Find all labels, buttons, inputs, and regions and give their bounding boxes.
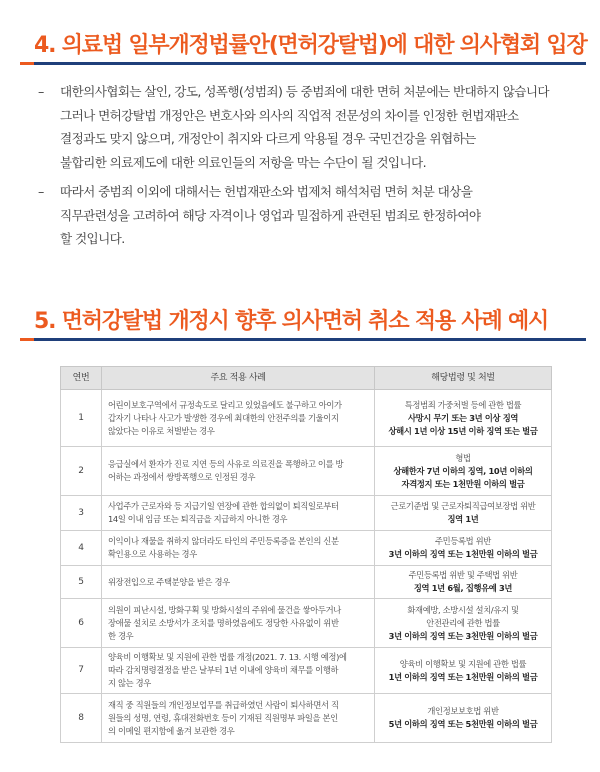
section-4-bullets (38, 80, 578, 257)
section-4-title: 4. 의료법 일부개정법률안(면허강탈법)에 대한 의사협회 입장 (34, 33, 587, 58)
penalty-text: 징역 1년 6월, 집행유예 3년 (413, 583, 513, 593)
bullet-text-line: 그러나 면허강탈법 개정안은 변호사와 의사의 직업적 전문성의 차이를 인정한 헌법재판소 (60, 107, 519, 123)
law-penalty (375, 599, 552, 648)
table-row (61, 531, 552, 566)
law-penalty (375, 648, 552, 694)
section-5-title: 5. 면허강탈법 개정시 향후 의사면허 취소 적용 사례 예시 (34, 309, 549, 334)
section-4-divider (20, 62, 586, 65)
case-description-line: 14일 이내 임금 또는 퇴직금을 지급하지 아니한 경우 (108, 514, 288, 524)
case-description (102, 447, 375, 496)
law-name: 근로기준법 및 근로자퇴직급여보장법 위반 (390, 501, 536, 511)
row-number: 2 (61, 447, 102, 496)
case-description-line: 확인용으로 사용하는 경우 (108, 549, 197, 559)
case-description-line: 지 않는 경우 (108, 678, 151, 688)
table-row (61, 694, 552, 743)
row-number: 3 (61, 496, 102, 531)
case-description-line: 사업주가 근로자와 등 지급기일 연장에 관한 합의없이 퇴직일로부터 (108, 501, 339, 511)
case-description-line: 의 이메일 편지함에 옮겨 보관한 경우 (108, 725, 235, 736)
case-description-line: 않았다는 이유로 처벌받는 경우 (108, 425, 215, 436)
law-penalty (375, 694, 552, 743)
header-number: 연번 (61, 367, 102, 390)
case-description (102, 390, 375, 447)
table-row (61, 599, 552, 648)
case-description-line: 어린이보호구역에서 규정속도로 달리고 있었음에도 불구하고 아이가 (108, 399, 342, 410)
bullet-text-line: 따라서 중범죄 이외에 대해서는 헌법재판소와 법제처 해석처럼 면허 처분 대상을 (60, 184, 473, 199)
case-description-line: 재직 중 직원들의 개인정보업무를 취급하였던 사람이 퇴사하면서 직 (108, 699, 339, 710)
case-description-line: 어하는 과정에서 쌍방폭행으로 인정된 경우 (108, 472, 256, 482)
table-row (61, 648, 552, 694)
penalty-text: 상해시 1년 이상 15년 이하 징역 또는 벌금 (388, 425, 538, 436)
law-penalty (375, 447, 552, 496)
table-row (61, 566, 552, 599)
section-5-divider (20, 338, 586, 341)
law-name: 형법 (455, 452, 471, 463)
case-description-line: 원들의 성명, 연령, 휴대전화번호 등이 기재된 직원명부 파일을 본인 (108, 712, 338, 723)
table-row (61, 447, 552, 496)
case-description (102, 694, 375, 743)
penalty-text: 자격정지 또는 1천만원 이하의 벌금 (401, 478, 525, 489)
cases-table (60, 366, 552, 743)
case-description (102, 648, 375, 694)
law-name: 양육비 이행확보 및 지원에 관한 법률 (399, 658, 527, 669)
penalty-text: 징역 1년 (447, 514, 479, 524)
law-name: 주민등록법 위반 (435, 536, 491, 546)
penalty-text: 3년 이하의 징역 또는 3천만원 이하의 벌금 (388, 630, 538, 641)
law-name: 안전관리에 관한 법률 (426, 617, 500, 628)
bullet-item (38, 80, 578, 174)
table-row (61, 496, 552, 531)
table-header-row (61, 367, 552, 390)
law-penalty (375, 496, 552, 531)
law-name: 특정범죄 가중처벌 등에 관한 법률 (404, 399, 522, 410)
row-number: 6 (61, 599, 102, 648)
bullet-text-line: 직무관련성을 고려하여 해당 자격이나 영업과 밀접하게 관련된 범죄로 한정하여야 (60, 207, 481, 223)
case-description (102, 496, 375, 531)
penalty-text: 1년 이하의 징역 또는 1천만원 이하의 벌금 (388, 671, 538, 682)
law-name: 주민등록법 위반 및 주택법 위반 (408, 570, 518, 580)
row-number: 1 (61, 390, 102, 447)
case-description-line: 응급실에서 환자가 진료 지연 등의 사유로 의료진을 폭행하고 이를 방 (108, 459, 344, 469)
bullet-text-line: 결정과도 맞지 않으며, 개정안이 취지와 다르게 악용될 경우 국민건강을 위협하는 (60, 131, 476, 146)
table-row (61, 390, 552, 447)
penalty-text: 사망시 무기 또는 3년 이상 징역 (407, 412, 519, 423)
bullet-dash: – (38, 184, 44, 199)
header-law: 해당법령 및 처벌 (375, 367, 552, 390)
case-description (102, 566, 375, 599)
row-number: 8 (61, 694, 102, 743)
law-penalty (375, 390, 552, 447)
row-number: 7 (61, 648, 102, 694)
bullet-text-line: 대한의사협회는 살인, 강도, 성폭행(성범죄) 등 중범죄에 대한 면허 처분에는 반대하지 않습니다 (60, 84, 549, 99)
table-body (61, 390, 552, 743)
penalty-text: 5년 이하의 징역 또는 5천만원 이하의 벌금 (388, 719, 538, 729)
case-description (102, 599, 375, 648)
case-description (102, 531, 375, 566)
law-penalty (375, 566, 552, 599)
bullet-item (38, 180, 578, 251)
case-description-line: 양육비 이행확보 및 지원에 관한 법률 개정(2021. 7. 13. 시행 예정)에 (108, 652, 347, 662)
case-description-line: 위장전입으로 주택분양을 받은 경우 (108, 576, 230, 587)
penalty-text: 3년 이하의 징역 또는 1천만원 이하의 벌금 (388, 549, 538, 559)
bullet-text-line: 불합리한 의료제도에 대한 의료인들의 저항을 막는 수단이 될 것입니다. (60, 154, 427, 170)
bullet-text-line: 할 것입니다. (60, 231, 125, 246)
law-penalty (375, 531, 552, 566)
case-description-line: 따라 감치명령결정을 받은 날부터 1년 이내에 양육비 채무를 이행하 (108, 665, 339, 675)
row-number: 5 (61, 566, 102, 599)
law-name: 화재예방, 소방시설 설치/유지 및 (407, 604, 519, 615)
row-number: 4 (61, 531, 102, 566)
case-description-line: 한 경우 (108, 630, 134, 641)
case-description-line: 장애물 설치로 소방서가 조치를 명하였음에도 정당한 사유없이 위반 (108, 617, 339, 628)
law-name: 개인정보보호법 위반 (427, 706, 499, 716)
case-description-line: 이익이나 재물을 취하지 않더라도 타인의 주민등록증을 본인의 신분 (108, 536, 339, 546)
case-description-line: 갑자기 나타나 사고가 발생한 경우에 최대한의 안전주의를 기울이지 (108, 412, 339, 423)
case-description-line: 의원이 피난시설, 방화구획 및 방화시설의 주위에 물건을 쌓아두거나 (108, 604, 341, 615)
header-cases: 주요 적용 사례 (102, 367, 375, 390)
penalty-text: 상해한자 7년 이하의 징역, 10년 이하의 (393, 465, 533, 476)
bullet-dash: – (38, 84, 44, 99)
